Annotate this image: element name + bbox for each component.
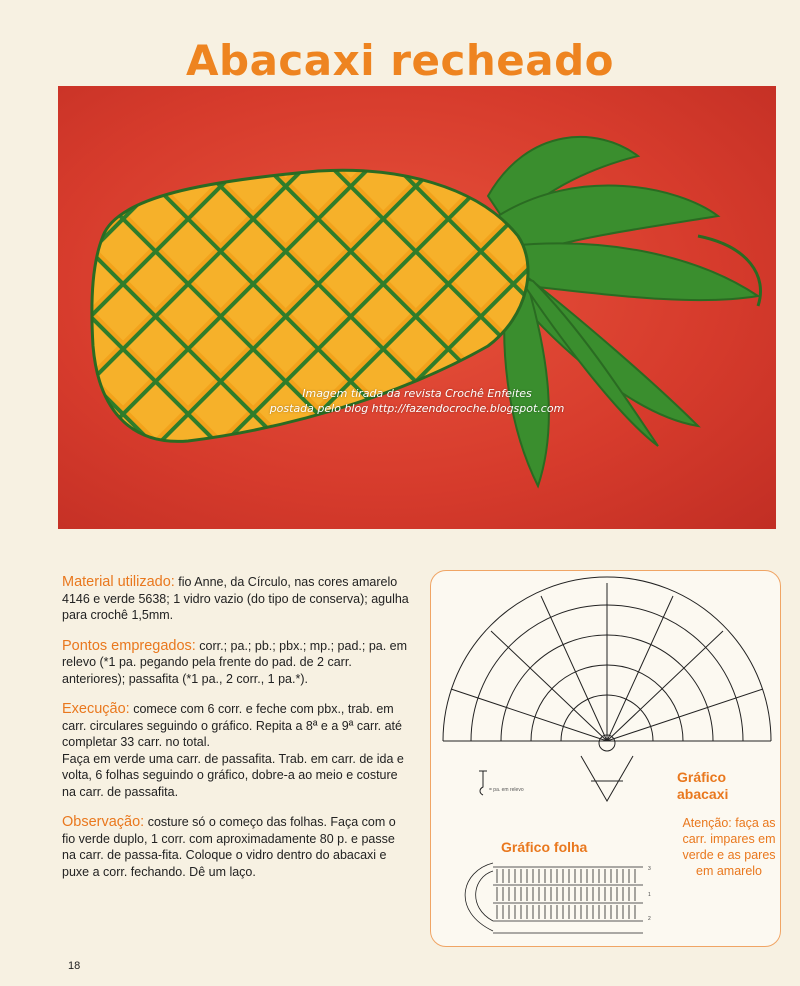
instructions-column [62,574,412,894]
folha-row-number: 3 [648,866,651,872]
material-paragraph [62,574,412,624]
legend-text: = pa. em relevo [489,787,524,793]
abacaxi-chart-title: Gráfico abacaxi [677,769,729,802]
watermark [58,386,776,416]
folha-row-number: 1 [648,892,651,898]
watermark-line-2: postada pelo blog http://fazendocroche.blogspot.com [269,402,565,415]
page-title: Abacaxi recheado [186,36,614,85]
pontos-paragraph [62,638,412,688]
observacao-text: costure só o começo das folhas. Faça com o fio verde duplo, 1 corr. com aproximadamente 80 p. e passe na carr. de passa-fita. Coloque o vidro dentro do abacaxi e puxe a corr. fechando. Dê um laço. [62,815,396,879]
page-number: 18 [68,960,81,972]
observacao-paragraph [62,814,412,880]
abacaxi-chart [443,577,771,801]
crochet-charts-box [430,570,781,947]
observacao-label: Observação: [62,814,145,830]
relevo-symbol [479,771,487,795]
watermark-line-1: Imagem tirada da revista Crochê Enfeites [302,387,532,400]
pontos-text: corr.; pa.; pb.; pbx.; mp.; pad.; pa. em relevo (*1 pa. pegando pela frente do pad. de 2 carr. anteriores); passafita (*1 pa., 2 corr., 1 pa.*). [62,638,408,686]
material-text: fio Anne, da Círculo, nas cores amarelo 4146 e verde 5638; 1 vidro vazio (do tipo de conserva); agulha para crochê 1,5mm. [62,575,409,622]
folha-row-number: 2 [648,916,651,922]
execucao-paragraph [62,701,412,800]
pineapple-leaves [488,137,758,486]
crochet-diagrams [431,571,780,946]
folha-chart-title: Gráfico folha [501,839,588,855]
pineapple-illustration [58,86,776,529]
pineapple-photo [58,86,776,529]
folha-chart [465,863,643,933]
pontos-label: Pontos empregados: [62,637,196,654]
material-label: Material utilizado: [62,574,175,590]
folha-stitches [497,869,635,919]
atencao-note: Atenção: faça as carr. impares em verde e as pares em amarelo [682,816,776,878]
execucao-label: Execução: [62,701,130,717]
execucao-text-2: Faça em verde uma carr. de passafita. Trab. em carr. de ida e volta, 6 folhas seguindo o gráfico, dobre-a ao meio e costure na carr. de passafita. [62,751,404,799]
execucao-text: comece com 6 corr. e feche com pbx., trab. em carr. circulares seguindo o gráfico. Repita a 8ª e a 9ª carr. até completar 33 carr. no total. [62,702,402,749]
